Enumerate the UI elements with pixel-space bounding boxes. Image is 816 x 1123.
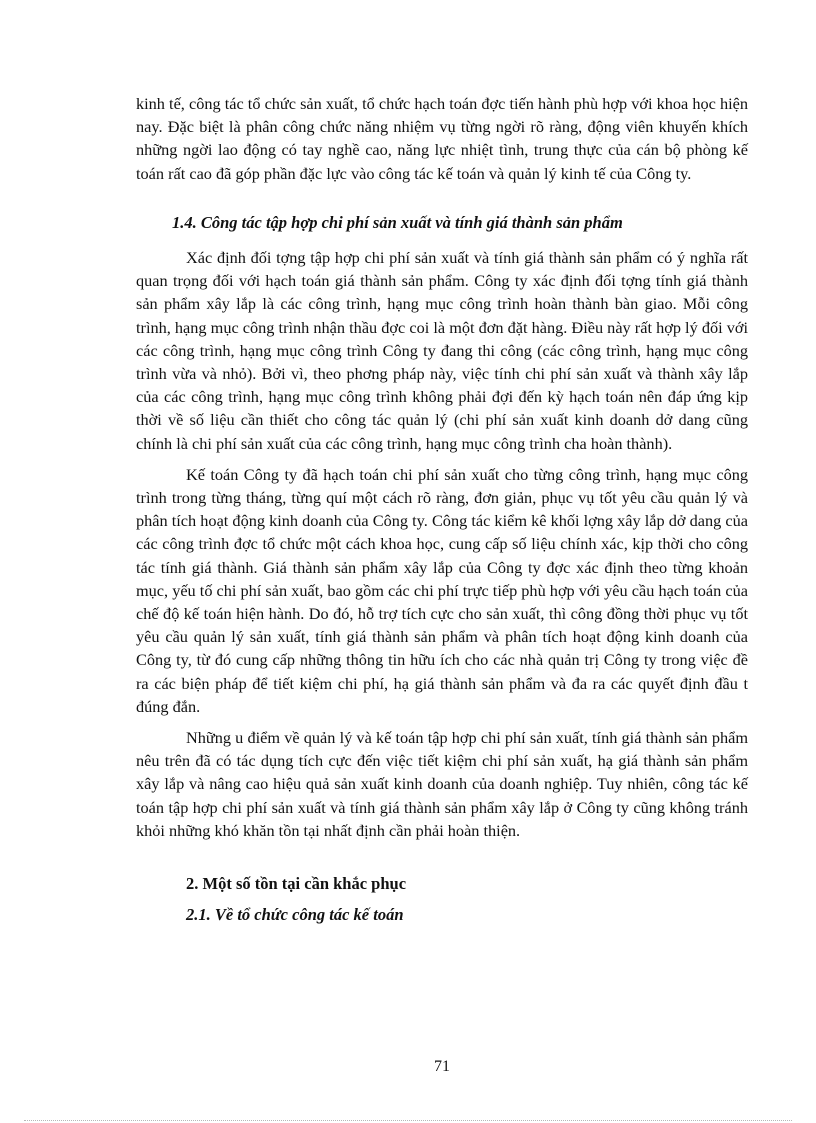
paragraph-intro: kinh tế, công tác tổ chức sản xuất, tổ chức hạch toán đợc tiến hành phù hợp với khoa học hiện nay. Đặc biệt là phân công chức năng nhiệm vụ từng ngời rõ ràng, động viên khuyến khích những ngời lao động có tay nghề cao, năng lực nhiệt tình, trung thực của cán bộ phòng kế toán rất cao đã góp phần đặc lực vào công tác kế toán và quản lý kinh tế của Công ty.: [136, 94, 748, 183]
paragraph: Những u điểm về quản lý và kế toán tập hợp chi phí sản xuất, tính giá thành sản phẩm nêu trên đã có tác dụng tích cực đến việc tiết kiệm chi phí sản xuất, hạ giá thành sản phẩm xây lắp và nâng cao hiệu quả sản xuất kinh doanh của doanh nghiệp. Tuy nhiên, công tác kế toán tập hợp chi phí sản xuất và tính giá thành sản phẩm xây lắp ở Công ty cũng không tránh khỏi những khó khăn tồn tại nhất định cần phải hoàn thiện.: [136, 728, 748, 840]
section-heading-1-4: 1.4. Công tác tập hợp chi phí sản xuất và tính giá thành sản phẩm: [172, 212, 623, 232]
document-body: [136, 92, 748, 927]
paragraph: Xác định đối tợng tập hợp chi phí sản xuất và tính giá thành sản phẩm có ý nghĩa rất quan trọng đối với hạch toán giá thành sản phẩm. Công ty xác định đối tợng tính giá thành sản phẩm xây lắp là các công trình, hạng mục công trình hoàn thành bàn giao. Mỗi công trình, hạng mục công trình nhận thầu đợc coi là một đơn đặt hàng. Điều này rất hợp lý đối với các công trình, hạng mục công trình Công ty đang thi công (các công trình, hạng mục công trình vừa và nhỏ). Bởi vì, theo phơng pháp này, việc tính chi phí sản xuất và thành xây lắp của các công trình, hạng mục công trình không phải đợi đến kỳ hạch toán nên đáp ứng kịp thời về số liệu cần thiết cho công tác quản lý (chi phí sản xuất kinh doanh dở dang cũng chính là chi phí sản xuất của các công trình, hạng mục công trình cha hoàn thành).: [136, 248, 748, 453]
page-number: 71: [434, 1058, 450, 1075]
section-heading-2: 2. Một số tồn tại cần khắc phục: [186, 874, 407, 894]
paragraph: Kế toán Công ty đã hạch toán chi phí sản xuất cho từng công trình, hạng mục công trình trong từng tháng, từng quí một cách rõ ràng, đơn giản, phục vụ tốt yêu cầu quản lý và phân tích hoạt động kinh doanh của Công ty. Công tác kiểm kê khối lợng xây lắp dở dang của các công trình đợc tổ chức một cách khoa học, cung cấp số liệu chính xác, kịp thời cho công tác tính giá thành. Giá thành sản phẩm xây lắp của Công ty đợc xác định theo từng khoản mục, yếu tố chi phí sản xuất, bao gồm các chi phí trực tiếp phù hợp với yêu cầu hạch toán của chế độ kế toán hiện hành. Do đó, hỗ trợ tích cực cho sản xuất, thì công đồng thời phục vụ tốt yêu cầu quản lý sản xuất, tính giá thành sản phẩm và phân tích hoạt động kinh doanh của Công ty, từ đó cung cấp những thông tin hữu ích cho các nhà quản trị Công ty trong việc đề ra các biện pháp để tiết kiệm chi phí, hạ giá thành sản phẩm và đa ra các quyết định đầu t đúng đắn.: [136, 464, 748, 716]
footer-divider: [24, 1120, 792, 1121]
section-heading-2-1: 2.1. Về tổ chức công tác kế toán: [186, 905, 404, 925]
